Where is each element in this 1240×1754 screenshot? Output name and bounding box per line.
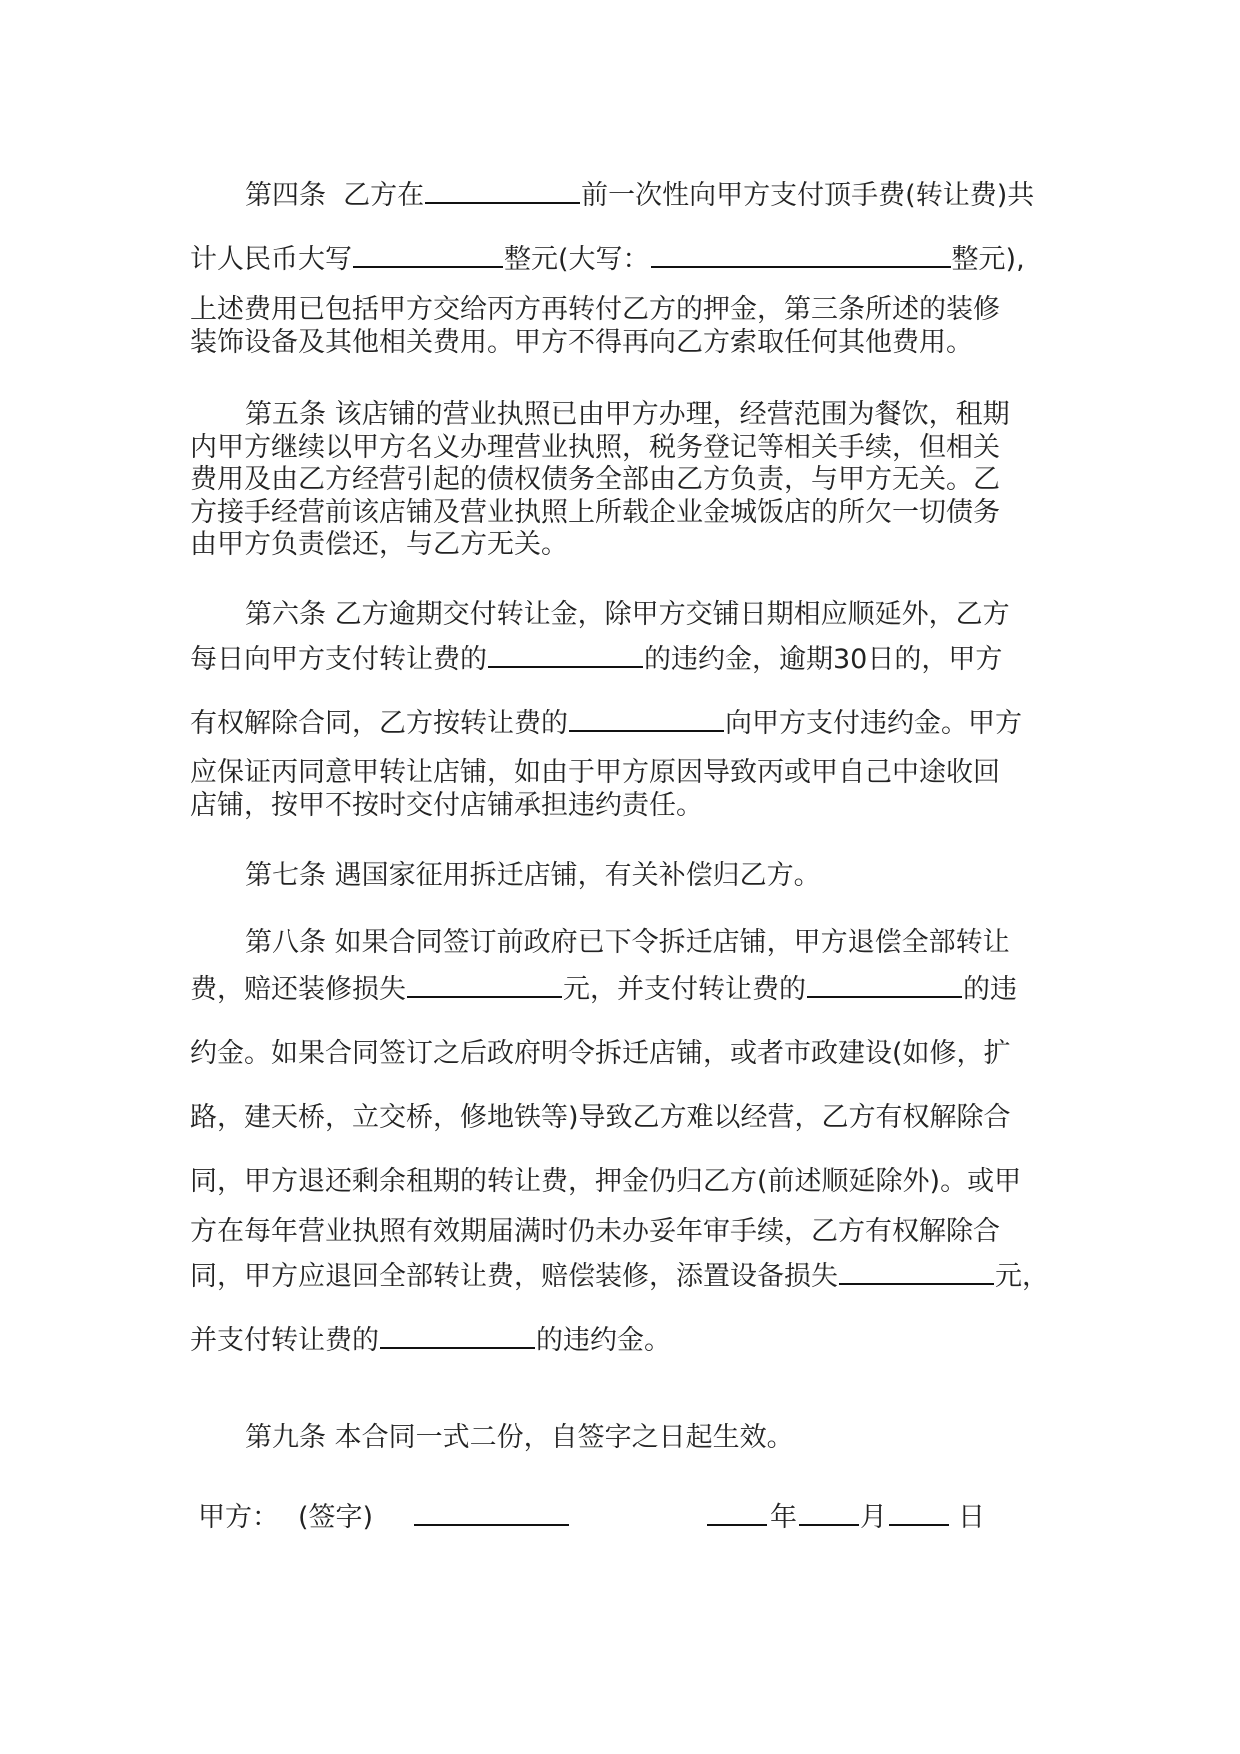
date-year-label: 年 [770, 1502, 797, 1533]
blank-line [488, 644, 643, 668]
article8-line3: 约金。如果合同签订之后政府明令拆迁店铺，或者市政建设(如修，扩 [190, 1038, 1011, 1069]
article8-line8 [190, 1323, 1060, 1359]
text: 计人民币大写 [190, 244, 352, 275]
article9-line1: 第九条 本合同一式二份，自签字之日起生效。 [245, 1422, 794, 1453]
signature-party-label: 甲方： [198, 1502, 279, 1533]
date-month-blank [798, 1500, 860, 1536]
article5-line5: 由甲方负责偿还，与乙方无关。 [190, 529, 568, 560]
article5-line4: 方接手经营前该店铺及营业执照上所载企业金城饭店的所欠一切债务 [190, 497, 1000, 528]
article5-line1: 第五条 该店铺的营业执照已由甲方办理，经营范围为餐饮，租期 [245, 399, 1010, 430]
blank-line [569, 708, 724, 732]
article4-line4: 装饰设备及其他相关费用。甲方不得再向乙方索取任何其他费用。 [190, 327, 973, 358]
article6-line5: 店铺，按甲不按时交付店铺承担违约责任。 [190, 790, 703, 821]
article8-line6: 方在每年营业执照有效期届满时仍未办妥年审手续，乙方有权解除合 [190, 1216, 1000, 1247]
article4-line1 [245, 178, 1115, 214]
blank-line [425, 180, 580, 204]
text: 费，赔还装修损失 [190, 974, 406, 1005]
date-day-blank [888, 1500, 950, 1536]
article5-line3: 费用及由乙方经营引起的债权债务全部由乙方负责，与甲方无关。乙 [190, 464, 1000, 495]
text: 的违约金，逾期30日的，甲方 [644, 644, 1003, 675]
article6-line1: 第六条 乙方逾期交付转让金，除甲方交铺日期相应顺延外，乙方 [245, 599, 1010, 630]
blank-line [651, 244, 951, 268]
article6-line2 [190, 642, 1060, 678]
article7-line1: 第七条 遇国家征用拆迁店铺，有关补偿归乙方。 [245, 860, 821, 891]
article4-line2 [190, 242, 1060, 278]
signature-blank [413, 1500, 570, 1536]
blank-line [353, 244, 503, 268]
article8-line1: 第八条 如果合同签订前政府已下令拆迁店铺，甲方退偿全部转让 [245, 927, 1010, 958]
text: 第四条 乙方在 [245, 180, 425, 211]
article6-line4: 应保证丙同意甲转让店铺，如由于甲方原因导致丙或甲自己中途收回 [190, 757, 1000, 788]
article5-line2: 内甲方继续以甲方名义办理营业执照，税务登记等相关手续，但相关 [190, 432, 1000, 463]
blank-line [407, 974, 562, 998]
article6-line3 [190, 706, 1060, 742]
text: 同，甲方应退回全部转让费，赔偿装修，添置设备损失 [190, 1261, 838, 1292]
blank-line [839, 1261, 994, 1285]
article8-line2 [190, 972, 1060, 1008]
text: 每日向甲方支付转让费的 [190, 644, 487, 675]
text: 元， [995, 1261, 1049, 1292]
article8-line7 [190, 1259, 1060, 1295]
text: 有权解除合同，乙方按转让费的 [190, 708, 568, 739]
date-day-label: 日 [958, 1502, 985, 1533]
text: 整元(大写： [504, 244, 650, 275]
date-month-label: 月 [860, 1502, 887, 1533]
text: 并支付转让费的 [190, 1325, 379, 1356]
blank-line [807, 974, 962, 998]
text: 的违约金。 [536, 1325, 671, 1356]
article8-line5: 同，甲方退还剩余租期的转让费，押金仍归乙方(前述顺延除外)。或甲 [190, 1166, 1022, 1197]
text: 前一次性向甲方支付顶手费(转让费)共 [581, 180, 1035, 211]
text: 元，并支付转让费的 [563, 974, 806, 1005]
text: 整元), [951, 244, 1025, 275]
text: 向甲方支付违约金。甲方 [725, 708, 1022, 739]
signature-sign-label: (签字) [298, 1502, 374, 1533]
article4-line3: 上述费用已包括甲方交给丙方再转付乙方的押金，第三条所述的装修 [190, 294, 1000, 325]
text: 的违 [963, 974, 1017, 1005]
blank-line [380, 1325, 535, 1349]
article8-line4: 路，建天桥，立交桥，修地铁等)导致乙方难以经营，乙方有权解除合 [190, 1102, 1011, 1133]
date-year-blank [706, 1500, 768, 1536]
